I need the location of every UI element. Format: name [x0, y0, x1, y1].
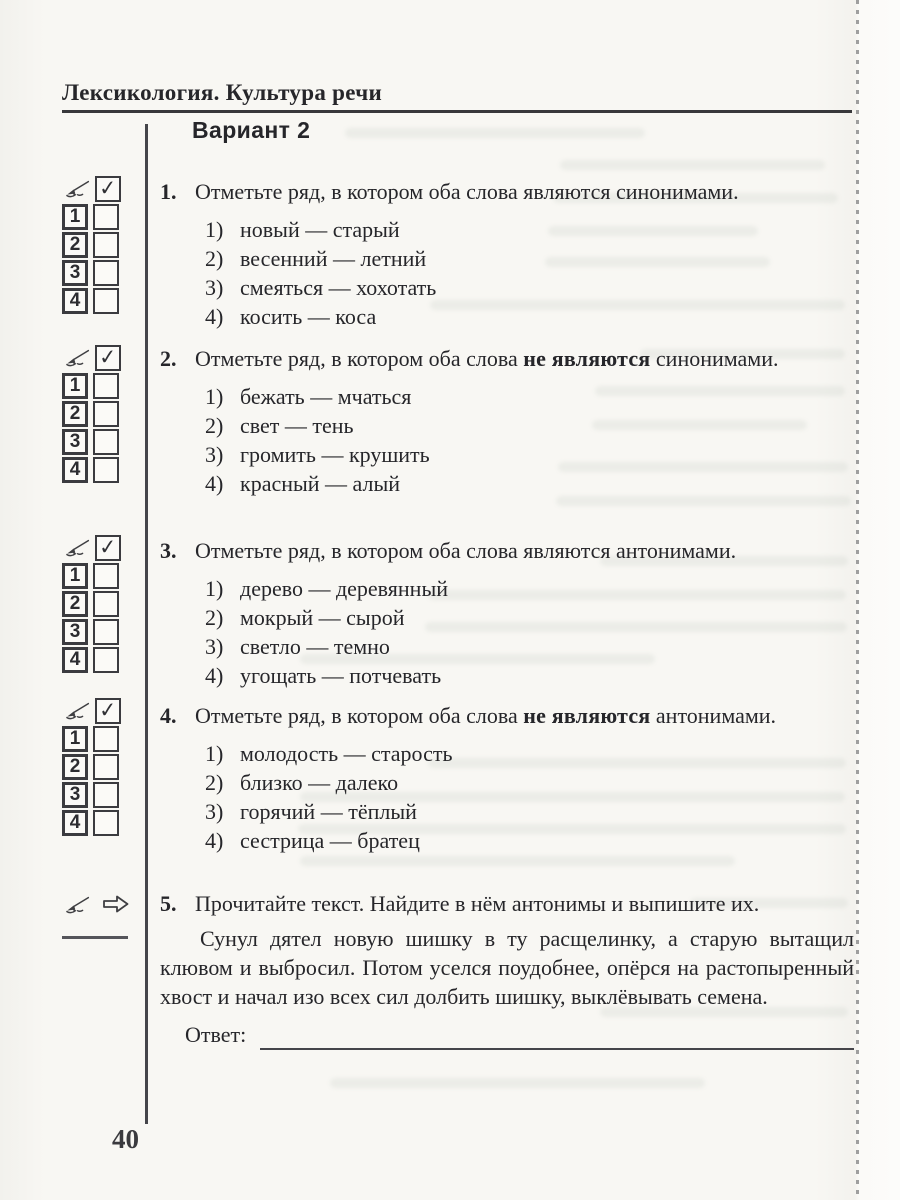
q1-example-checkbox	[95, 176, 121, 202]
reading-passage: Сунул дятел новую шишку в ту расщелинку, а старую вытащил клювом и выбросил. Потом уселся поудобнее, опёрся на растопыренный хвост и начал изо всех сил долбить шишку, выклёвывать семена.	[160, 926, 854, 1009]
options-list	[205, 739, 854, 855]
q4-row-number-3: 3	[62, 782, 88, 808]
checkmark-icon: ✓	[98, 697, 118, 723]
q4-answer-checkbox-4[interactable]	[93, 810, 119, 836]
q2-row-number-4: 4	[62, 457, 88, 483]
q4-row-number-1: 1	[62, 726, 88, 752]
option-3: 3) горячий — тёплый	[205, 799, 417, 824]
q4-answer-checkbox-2[interactable]	[93, 754, 119, 780]
q2-answer-checkbox-4[interactable]	[93, 457, 119, 483]
question-2	[160, 344, 854, 498]
answer-row	[160, 1020, 854, 1050]
question-number: 4.	[160, 703, 177, 728]
option-1: 1) молодость — старость	[205, 741, 453, 766]
question-text: Отметьте ряд, в котором оба слова являются антонимами.	[195, 538, 737, 563]
q2-answer-checkbox-3[interactable]	[93, 429, 119, 455]
q3-row-number-1: 1	[62, 563, 88, 589]
q1-row-number-1: 1	[62, 204, 88, 230]
section-header: Лексикология. Культура речи	[62, 80, 383, 105]
checkmark-icon: ✓	[98, 534, 118, 560]
q3-answer-checkbox-1[interactable]	[93, 563, 119, 589]
option-2: 2) свет — тень	[205, 413, 354, 438]
question-number: 2.	[160, 346, 177, 371]
q5-margin-rule	[62, 936, 128, 939]
answer-blank-line[interactable]	[260, 1022, 854, 1050]
option-2: 2) весенний — летний	[205, 246, 427, 271]
q1-row-number-3: 3	[62, 260, 88, 286]
checkmark-icon: ✓	[98, 175, 118, 201]
q3-answer-checkbox-4[interactable]	[93, 647, 119, 673]
writing-pencil-icon	[62, 345, 90, 371]
question-3	[160, 536, 854, 690]
question-number: 1.	[160, 179, 177, 204]
q1-answer-checkbox-1[interactable]	[93, 204, 119, 230]
variant-title: Вариант 2	[192, 117, 311, 143]
option-1: 1) новый — старый	[205, 217, 400, 242]
option-1: 1) дерево — деревянный	[205, 576, 449, 601]
option-4: 4) красный — алый	[205, 471, 401, 496]
q3-row-number-2: 2	[62, 591, 88, 617]
option-2: 2) близко — далеко	[205, 770, 399, 795]
q3-example-checkbox	[95, 535, 121, 561]
writing-pencil-icon	[62, 892, 90, 918]
options-list	[205, 574, 854, 690]
q1-row-number-2: 2	[62, 232, 88, 258]
q2-answer-checkbox-2[interactable]	[93, 401, 119, 427]
writing-pencil-icon	[62, 535, 90, 561]
q3-answer-checkbox-2[interactable]	[93, 591, 119, 617]
option-4: 4) сестрица — братец	[205, 828, 420, 853]
page-number: 40	[112, 1124, 139, 1154]
writing-pencil-icon	[62, 698, 90, 724]
writing-pencil-icon	[62, 176, 90, 202]
q3-answer-checkbox-3[interactable]	[93, 619, 119, 645]
q2-row-number-3: 3	[62, 429, 88, 455]
question-text: Отметьте ряд, в котором оба слова не являются антонимами.	[195, 703, 777, 728]
q2-example-checkbox	[95, 345, 121, 371]
answer-grid-q1	[62, 176, 134, 316]
question-4	[160, 701, 854, 855]
q4-answer-checkbox-1[interactable]	[93, 726, 119, 752]
question-text: Прочитайте текст. Найдите в нём антонимы и выпишите их.	[195, 891, 760, 916]
margin-divider-line	[145, 124, 148, 1124]
option-4: 4) угощать — потчевать	[205, 663, 442, 688]
question-number: 5.	[160, 891, 177, 916]
q5-margin-icons	[62, 888, 134, 922]
question-text: Отметьте ряд, в котором оба слова являются синонимами.	[195, 179, 739, 204]
option-3: 3) громить — крушить	[205, 442, 430, 467]
question-number: 3.	[160, 538, 177, 563]
answer-grid-q4	[62, 698, 134, 838]
right-arrow-icon	[102, 894, 130, 914]
header-rule	[62, 110, 852, 113]
q1-answer-checkbox-3[interactable]	[93, 260, 119, 286]
q1-answer-checkbox-2[interactable]	[93, 232, 119, 258]
question-1	[160, 177, 854, 331]
options-list	[205, 382, 854, 498]
option-2: 2) мокрый — сырой	[205, 605, 405, 630]
option-1: 1) бежать — мчаться	[205, 384, 412, 409]
answer-grid-q3	[62, 535, 134, 675]
option-4: 4) косить — коса	[205, 304, 377, 329]
q1-row-number-4: 4	[62, 288, 88, 314]
answer-grid-q2	[62, 345, 134, 485]
q4-row-number-2: 2	[62, 754, 88, 780]
options-list	[205, 215, 854, 331]
q2-row-number-1: 1	[62, 373, 88, 399]
q2-answer-checkbox-1[interactable]	[93, 373, 119, 399]
checkmark-icon: ✓	[98, 344, 118, 370]
q4-answer-checkbox-3[interactable]	[93, 782, 119, 808]
question-text: Отметьте ряд, в котором оба слова не являются синонимами.	[195, 346, 779, 371]
q4-example-checkbox	[95, 698, 121, 724]
question-5	[160, 889, 854, 1050]
option-3: 3) светло — темно	[205, 634, 390, 659]
q3-row-number-3: 3	[62, 619, 88, 645]
q3-row-number-4: 4	[62, 647, 88, 673]
q1-answer-checkbox-4[interactable]	[93, 288, 119, 314]
option-3: 3) смеяться — хохотать	[205, 275, 437, 300]
q2-row-number-2: 2	[62, 401, 88, 427]
q4-row-number-4: 4	[62, 810, 88, 836]
answer-label: Ответ:	[185, 1022, 247, 1047]
page-edge-perforation	[856, 0, 859, 1200]
